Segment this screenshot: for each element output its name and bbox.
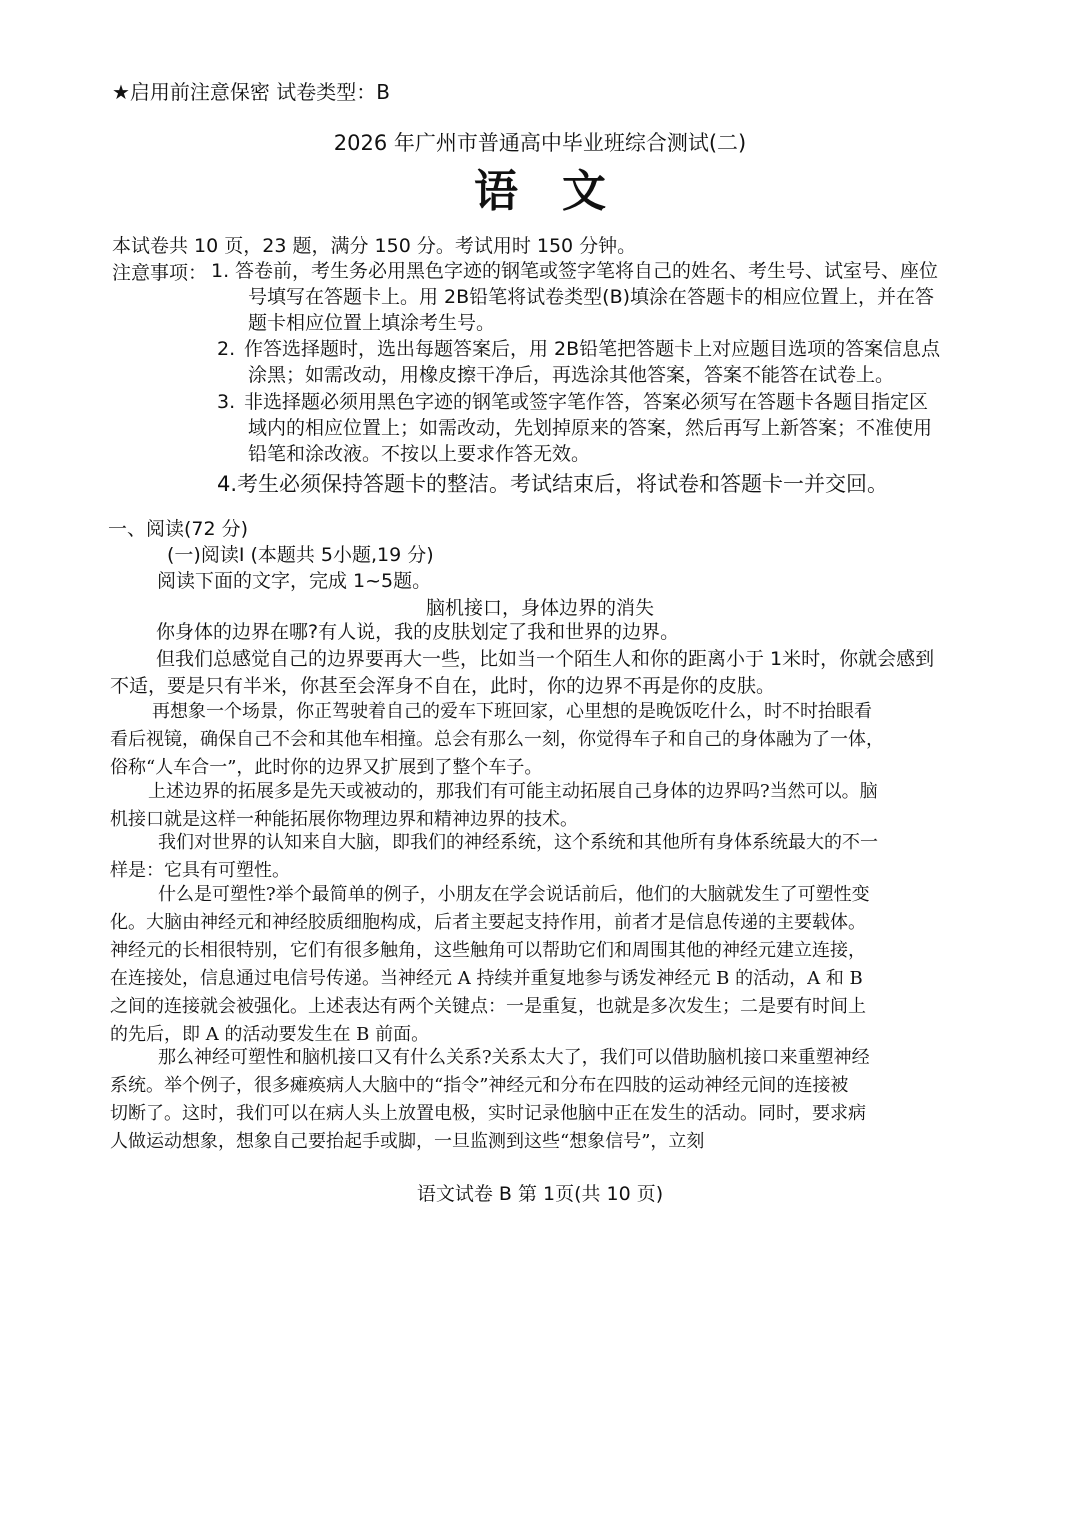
note-number: 3. <box>217 391 236 413</box>
note-number: 1. <box>211 260 230 282</box>
note-line: 号填写在答题卡上。用 2B铅笔将试卷类型(B)填涂在答题卡的相应位置上，并在答 <box>248 286 935 308</box>
page-footer: 语文试卷 B 第 1页(共 10 页) <box>416 1183 664 1205</box>
paragraph-line: 但我们总感觉自己的边界要再大一些，比如当一个陌生人和你的距离小于 1米时，你就会感到 <box>156 648 935 670</box>
paragraph-7 <box>110 1044 976 1156</box>
note-line: 域内的相应位置上；如需改动，先划掉原来的答案，然后再写上新答案；不准使用 <box>248 417 933 439</box>
reading-instruction: 阅读下面的文字，完成 1~5题。 <box>157 570 432 592</box>
paragraph-line: 再想象一个场景，你正驾驶着自己的爱车下班回家，心里想的是晚饭吃什么，时不时抬眼看 <box>152 701 872 722</box>
paragraph-line: 的先后，即 A 的活动要发生在 B 前面。 <box>110 1024 430 1045</box>
note-line: 非选择题必须用黑色字迹的钢笔或签字笔作答，答案必须写在答题卡各题目指定区 <box>244 391 929 413</box>
paragraph-line: 俗称“人车合一”，此时你的边界又扩展到了整个车子。 <box>110 757 543 778</box>
paragraph-line: 神经元的长相很特别，它们有很多触角，这些触角可以帮助它们和周围其他的神经元建立连接， <box>110 940 866 961</box>
paragraph-2 <box>110 646 976 700</box>
paragraph-line: 什么是可塑性?举个最简单的例子，小朋友在学会说话前后，他们的大脑就发生了可塑性变 <box>158 884 870 905</box>
article-title: 脑机接口，身体边界的消失 <box>425 597 654 619</box>
subsection-heading: (一)阅读Ⅰ (本题共 5小题,19 分) <box>167 544 434 566</box>
paragraph-line: 样是：它具有可塑性。 <box>110 860 290 881</box>
paragraph-line: 系统。举个例子，很多瘫痪病人大脑中的“指令”神经元和分布在四肢的运动神经元间的连接被 <box>110 1075 849 1096</box>
paragraph-line: 之间的连接就会被强化。上述表达有两个关键点：一是重复，也就是多次发生；二是要有时间上 <box>110 996 866 1017</box>
paragraph-line: 化。大脑由神经元和神经胶质细胞构成，后者主要起支持作用，前者才是信息传递的主要载体。 <box>110 912 866 933</box>
note-line: 答卷前，考生务必用黑色字迹的钢笔或签字笔将自己的姓名、考生号、试室号、座位 <box>235 260 939 282</box>
paragraph-line: 人做运动想象，想象自己要抬起手或脚，一旦监测到这些“想象信号”，立刻 <box>110 1131 705 1152</box>
paragraph-line: 我们对世界的认知来自大脑，即我们的神经系统，这个系统和其他所有身体系统最大的不一 <box>158 832 878 853</box>
section-heading: 一、阅读(72 分) <box>108 518 249 540</box>
paragraph-3 <box>110 698 976 782</box>
note-number: 2. <box>217 338 236 360</box>
paragraph-line: 上述边界的拓展多是先天或被动的，那我们有可能主动拓展自己身体的边界吗?当然可以。脑 <box>148 781 878 802</box>
paragraph-5 <box>110 829 976 885</box>
paragraph-4 <box>110 778 976 834</box>
exam-summary: 本试卷共 10 页，23 题，满分 150 分。考试用时 150 分钟。 <box>112 235 637 257</box>
paragraph-line: 那么神经可塑性和脑机接口又有什么关系?关系太大了，我们可以借助脑机接口来重塑神经 <box>158 1047 870 1068</box>
note-line: 作答选择题时，选出每题答案后，用 2B铅笔把答题卡上对应题目选项的答案信息点 <box>244 338 941 360</box>
paragraph-line: 在连接处，信息通过电信号传递。当神经元 A 持续并重复地参与诱发神经元 B 的活动，A 和 B <box>110 968 863 989</box>
paragraph-line: 机接口就是这样一种能拓展你物理边界和精神边界的技术。 <box>110 809 578 830</box>
subject-title: 语文 <box>474 166 650 217</box>
paragraph-line: 不适，要是只有半米，你甚至会浑身不自在，此时，你的边界不再是你的皮肤。 <box>110 675 776 697</box>
note-line: 题卡相应位置上填涂考生号。 <box>248 312 496 334</box>
paragraph-6 <box>110 881 976 1049</box>
note-line: 铅笔和涂改液。不按以上要求作答无效。 <box>248 443 591 465</box>
notes-label: 注意事项： <box>112 262 208 284</box>
paragraph-line: 切断了。这时，我们可以在病人头上放置电极，实时记录他脑中正在发生的活动。同时，要求病 <box>110 1103 866 1124</box>
paragraph-line: 你身体的边界在哪?有人说，我的皮肤划定了我和世界的边界。 <box>156 621 680 643</box>
paragraph-1 <box>110 619 976 646</box>
exam-title: 2026 年广州市普通高中毕业班综合测试(二) <box>333 131 747 155</box>
paragraph-line: 看后视镜，确保自己不会和其他车相撞。总会有那么一刻，你觉得车子和自己的身体融为了一体， <box>110 729 884 750</box>
note-line: 涂黑；如需改动，用橡皮擦干净后，再选涂其他答案，答案不能答在试卷上。 <box>248 364 895 386</box>
note-item-4: 4.考生必须保持答题卡的整洁。考试结束后，将试卷和答题卡一并交回。 <box>217 472 889 496</box>
secret-notice: ★启用前注意保密 试卷类型：B <box>112 80 391 104</box>
